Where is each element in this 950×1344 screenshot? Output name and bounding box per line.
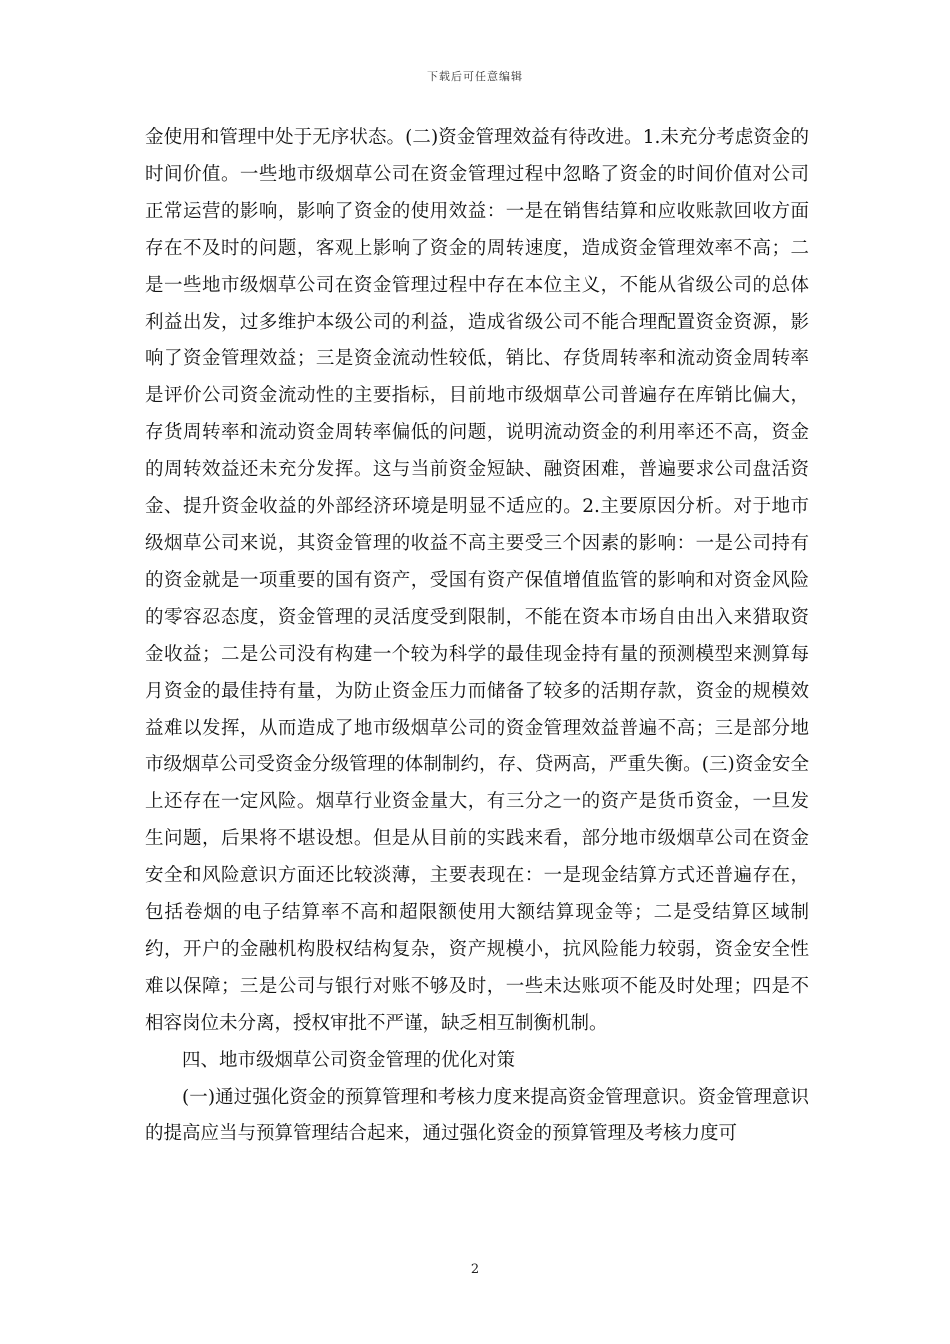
section-heading: 四、地市级烟草公司资金管理的优化对策	[182, 1049, 516, 1071]
body-paragraph: (一)通过强化资金的预算管理和考核力度来提高资金管理意识。资金管理意识的提高应当与预算管理结合起来，通过强化资金的预算管理及考核力度可	[145, 1086, 809, 1145]
page-number: 2	[470, 1262, 480, 1277]
document-body	[145, 120, 809, 1153]
page-header: 下载后可任意编辑	[427, 70, 523, 83]
body-paragraph: 金使用和管理中处于无序状态。(二)资金管理效益有待改进。1.未充分考虑资金的时间价值。一些地市级烟草公司在资金管理过程中忽略了资金的时间价值对公司正常运营的影响，影响了资金的使用效益：一是在销售结算和应收账款回收方面存在不及时的问题，客观上影响了资金的周转速度，造成资金管理效率不高；二是一些地市级烟草公司在资金管理过程中存在本位主义，不能从省级公司的总体利益出发，过多维护本级公司的利益，造成省级公司不能合理配置资金资源，影响了资金管理效益；三是资金流动性较低，销比、存货周转率和流动资金周转率是评价公司资金流动性的主要指标，目前地市级烟草公司普遍存在库销比偏大，存货周转率和流动资金周转率偏低的问题，说明流动资金的利用率还不高，资金的周转效益还未充分发挥。这与当前资金短缺、融资困难，普遍要求公司盘活资金、提升资金收益的外部经济环境是明显不适应的。2.主要原因分析。对于地市级烟草公司来说，其资金管理的收益不高主要受三个因素的影响：一是公司持有的资金就是一项重要的国有资产，受国有资产保值增值监管的影响和对资金风险的零容忍态度，资金管理的灵活度受到限制，不能在资本市场自由出入来猎取资金收益；二是公司没有构建一个较为科学的最佳现金持有量的预测模型来测算每月资金的最佳持有量，为防止资金压力而储备了较多的活期存款，资金的规模效益难以发挥，从而造成了地市级烟草公司的资金管理效益普遍不高；三是部分地市级烟草公司受资金分级管理的体制制约，存、贷两高，严重失衡。(三)资金安全上还存在一定风险。烟草行业资金量大，有三分之一的资产是货币资金，一旦发生问题，后果将不堪设想。但是从目前的实践来看，部分地市级烟草公司在资金安全和风险意识方面还比较淡薄，主要表现在：一是现金结算方式还普遍存在，包括卷烟的电子结算率不高和超限额使用大额结算现金等；二是受结算区域制约，开户的金融机构股权结构复杂，资产规模小，抗风险能力较弱，资金安全性难以保障；三是公司与银行对账不够及时，一些未达账项不能及时处理；四是不相容岗位未分离，授权审批不严谨，缺乏相互制衡机制。	[145, 127, 809, 1034]
